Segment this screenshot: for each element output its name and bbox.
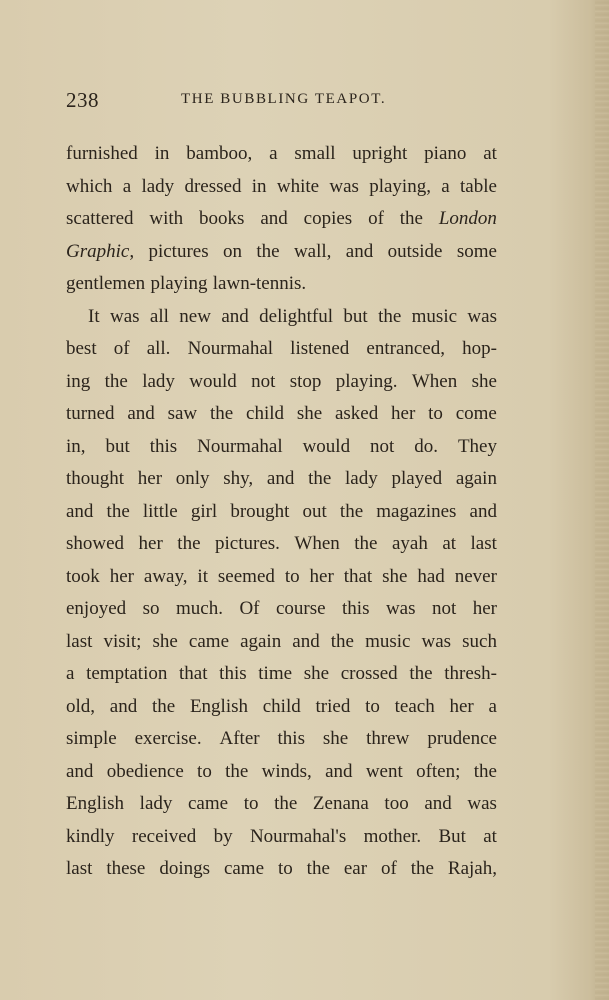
word: old, [66, 695, 96, 717]
word: mother. [363, 825, 422, 847]
word: Nourmahal's [249, 825, 347, 847]
word: the [330, 630, 354, 652]
word: the [306, 858, 330, 879]
text-line [66, 398, 497, 431]
text-line [66, 333, 497, 366]
word: a [269, 143, 278, 164]
word: outside [387, 240, 443, 262]
word: she [471, 370, 497, 392]
word: exercise. [134, 728, 202, 749]
word: was [467, 305, 497, 327]
page-number: 238 [66, 88, 99, 112]
word: was [467, 793, 497, 814]
word: the [339, 500, 364, 522]
word: she [296, 403, 323, 424]
word: obedience [106, 760, 184, 782]
word: this [277, 728, 305, 749]
word: child [246, 403, 285, 424]
word: the [409, 663, 433, 684]
word: was [385, 598, 416, 619]
word: these [106, 858, 146, 879]
word: When [411, 370, 458, 392]
word: and [325, 760, 353, 782]
word: by [213, 825, 233, 847]
word: threw [366, 728, 410, 749]
word: and [266, 468, 295, 489]
text-line [66, 658, 497, 691]
word: hop- [462, 338, 497, 359]
word: she [303, 663, 330, 684]
word: a [441, 175, 450, 197]
word: often; [416, 760, 461, 782]
word: much. [176, 598, 223, 619]
running-title: THE BUBBLING TEAPOT. [181, 91, 387, 107]
word: lady [345, 468, 378, 489]
word: Graphic, [66, 240, 135, 262]
word: not [431, 598, 457, 619]
word: to [277, 858, 293, 879]
word: time [258, 663, 293, 684]
word: the [209, 403, 234, 424]
word: the [354, 533, 378, 554]
text-line [66, 723, 497, 756]
word: turned [66, 403, 115, 424]
word: books [199, 208, 245, 229]
word: her [472, 598, 497, 619]
word: went [365, 760, 403, 782]
word: They [457, 435, 497, 457]
word: playing [150, 273, 208, 294]
word: Zenana [312, 793, 369, 814]
word: tried [315, 695, 351, 717]
word: new [179, 305, 211, 327]
word: of [368, 208, 384, 229]
word: some [456, 240, 497, 262]
word: winds, [261, 760, 312, 782]
word: listened [290, 338, 350, 359]
word: of [380, 858, 397, 879]
word: in [251, 175, 267, 197]
word: After [219, 728, 260, 749]
word: and [66, 760, 94, 782]
word: she [322, 728, 349, 749]
word: on [222, 240, 242, 262]
word: and [469, 500, 497, 522]
text-line [66, 593, 497, 626]
word: wall, [293, 240, 332, 262]
word: which [66, 175, 113, 197]
word: played [391, 468, 443, 489]
text-line [66, 236, 497, 269]
word: at [483, 143, 497, 164]
word: entranced, [366, 338, 445, 359]
word: that [343, 565, 373, 587]
word: visit; [103, 630, 142, 652]
word: and [66, 500, 94, 522]
word: gentlemen [66, 273, 146, 294]
word: away, [143, 565, 188, 587]
text-line [66, 431, 497, 464]
word: the [378, 305, 402, 327]
word: her [391, 403, 416, 424]
word: such [462, 630, 497, 652]
word: with [149, 208, 184, 229]
word: the [410, 858, 434, 879]
word: all [149, 305, 169, 327]
page-edge [595, 0, 609, 1000]
word: enjoyed [66, 598, 127, 619]
word: her [137, 468, 163, 489]
word: do. [414, 435, 438, 457]
word: white [276, 175, 320, 197]
text-line [66, 756, 497, 789]
text-line [66, 463, 497, 496]
word: to [428, 403, 443, 424]
text-line [66, 528, 497, 561]
word: her [449, 695, 474, 717]
word: But [438, 825, 466, 847]
word: last [66, 858, 93, 879]
word: to [284, 565, 300, 587]
word: dressed [184, 175, 242, 197]
word: she [152, 630, 178, 652]
word: last [66, 630, 93, 652]
text-line [66, 821, 497, 854]
word: at [483, 825, 497, 847]
word: asked [334, 403, 379, 424]
word: received [131, 825, 197, 847]
word: prudence [427, 728, 497, 749]
word: crossed [340, 663, 398, 684]
word: thresh- [444, 663, 497, 684]
word: this [342, 598, 370, 619]
word: small [294, 143, 336, 164]
word: ing [66, 370, 91, 392]
word: a [488, 695, 497, 717]
word: out [302, 500, 327, 522]
word: shy, [223, 468, 254, 489]
word: lady [141, 175, 175, 197]
word: of [113, 338, 130, 359]
word: teach [394, 695, 435, 717]
word: and [221, 305, 249, 327]
body-text [66, 138, 497, 886]
word: pictures. [215, 533, 280, 554]
word: saw [167, 403, 198, 424]
word: the [473, 760, 497, 782]
word: never [454, 565, 497, 587]
word: English [189, 695, 248, 717]
word: but [343, 305, 368, 327]
word: brought [230, 500, 290, 522]
word: took [66, 565, 100, 587]
word: in [154, 143, 170, 164]
text-line [66, 561, 497, 594]
word: came [223, 858, 265, 879]
word: the [104, 370, 128, 392]
word: her [109, 565, 134, 587]
word: come [455, 403, 497, 424]
word: in, [66, 435, 86, 457]
word: the [151, 695, 176, 717]
text-line [66, 268, 497, 301]
word: music [411, 305, 458, 327]
word: doings [159, 858, 210, 879]
text-line [66, 788, 497, 821]
word: lady [142, 370, 175, 392]
word: so [142, 598, 160, 619]
word: Nourmahal [187, 338, 274, 359]
word: only [175, 468, 210, 489]
word: that [179, 663, 208, 684]
word: came [188, 793, 229, 814]
text-line [66, 496, 497, 529]
word: pictures [148, 240, 209, 262]
word: furnished [66, 143, 138, 164]
word: delightful [259, 305, 334, 327]
word: to [243, 793, 259, 814]
word: thought [66, 468, 125, 489]
word: magazines [376, 500, 457, 522]
word: at [442, 533, 457, 554]
text-line [66, 626, 497, 659]
word: the [225, 760, 249, 782]
text-line [66, 366, 497, 399]
word: the [308, 468, 332, 489]
word: English [66, 793, 125, 814]
word: When [294, 533, 340, 554]
word: again [240, 630, 282, 652]
word: Nourmahal [197, 435, 283, 457]
word: child [262, 695, 301, 717]
word: it [197, 565, 208, 587]
word: ear [343, 858, 368, 879]
word: piano [424, 143, 467, 164]
word: was [421, 630, 452, 652]
word: she [382, 565, 408, 587]
word: playing. [335, 370, 398, 392]
word: her [309, 565, 334, 587]
page-header [66, 88, 496, 112]
word: music [365, 630, 411, 652]
word: lady [139, 793, 173, 814]
word: upright [352, 143, 408, 164]
text-line [66, 171, 497, 204]
word: this [149, 435, 178, 457]
word: It [88, 305, 100, 327]
word: would [302, 435, 351, 457]
word: kindly [66, 825, 115, 847]
word: was [109, 305, 140, 327]
word: and [292, 630, 320, 652]
word: and [345, 240, 374, 262]
word: but [105, 435, 130, 457]
word: simple [66, 728, 117, 749]
word: had [417, 565, 445, 587]
word: and [127, 403, 155, 424]
word: and [424, 793, 452, 814]
word: came [188, 630, 229, 652]
word: too [384, 793, 409, 814]
word: again [455, 468, 497, 489]
word: girl [190, 500, 218, 522]
text-line [66, 853, 497, 886]
text-line [66, 301, 497, 334]
word: her [138, 533, 163, 554]
text-line [66, 138, 497, 171]
word: London [438, 208, 497, 229]
word: last [470, 533, 497, 554]
word: the [399, 208, 423, 229]
word: playing, [369, 175, 431, 197]
word: showed [66, 533, 125, 554]
word: little [142, 500, 178, 522]
word: Of [239, 598, 260, 619]
word: lawn-tennis. [212, 273, 307, 294]
word: would [189, 370, 237, 392]
word: this [219, 663, 247, 684]
word: temptation [86, 663, 168, 684]
word: a [66, 663, 75, 684]
word: scattered [66, 208, 134, 229]
word: Rajah, [447, 858, 497, 879]
word: ayah [391, 533, 428, 554]
word: and [260, 208, 288, 229]
word: the [177, 533, 201, 554]
word: to [365, 695, 380, 717]
word: not [370, 435, 395, 457]
word: stop [289, 370, 322, 392]
word: all. [146, 338, 171, 359]
word: best [66, 338, 97, 359]
word: the [274, 793, 298, 814]
text-line [66, 691, 497, 724]
word: to [197, 760, 212, 782]
word: copies [303, 208, 353, 229]
word: and [109, 695, 138, 717]
word: bamboo, [186, 143, 253, 164]
word: table [460, 175, 497, 197]
word: not [251, 370, 276, 392]
text-line [66, 203, 497, 236]
word: a [122, 175, 132, 197]
word: was [329, 175, 359, 197]
word: course [275, 598, 326, 619]
word: the [106, 500, 130, 522]
word: seemed [217, 565, 275, 587]
word: the [256, 240, 280, 262]
